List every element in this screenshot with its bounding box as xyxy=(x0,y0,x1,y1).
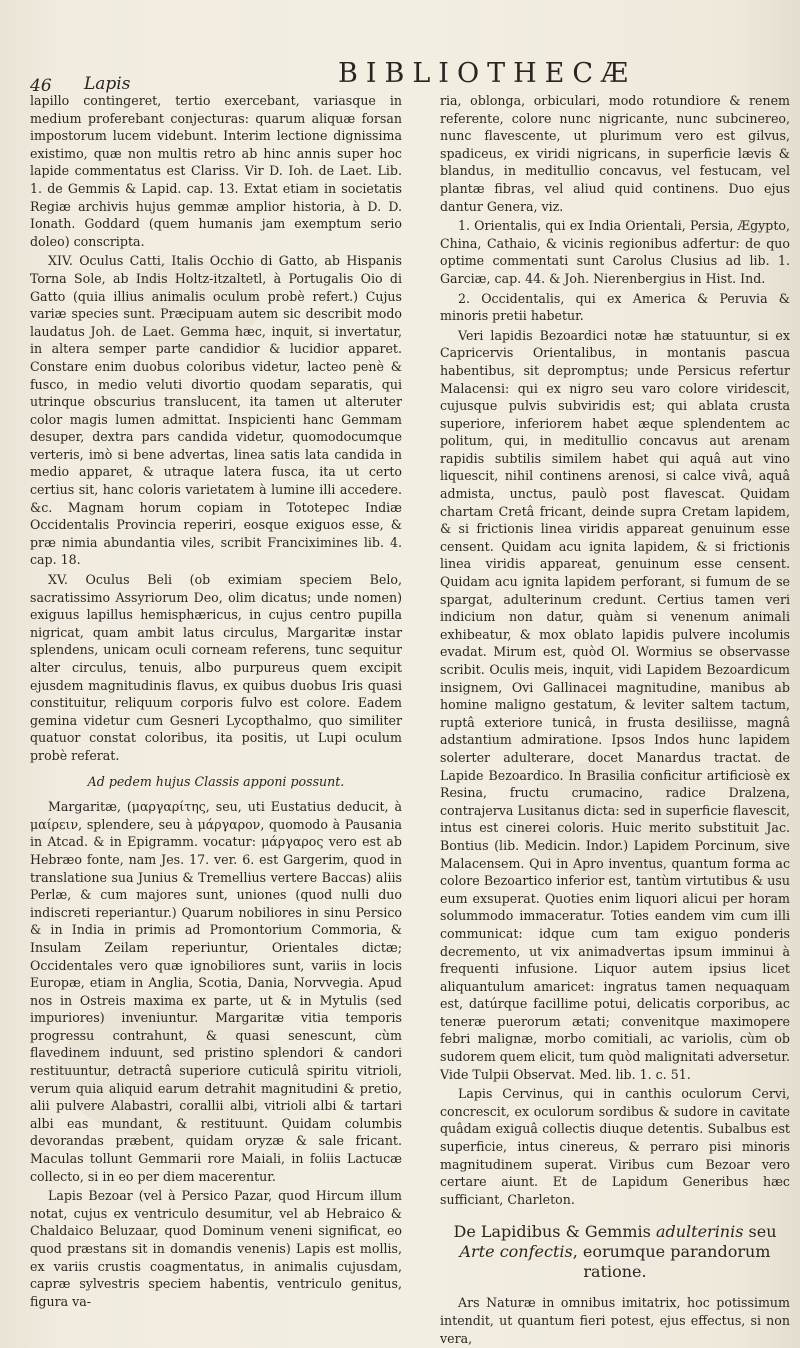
section-title-part: , eorumque parandorum ratione. xyxy=(572,1242,771,1282)
paragraph-lapis-bezoar: Lapis Bezoar (vel à Persico Pazar, quod Hircum illum notat, cujus ex ventriculo desumitur, vel ab Hebraico & Chaldaico Beluzaar, quod Dominum veneni significat, eo quod præstans sit in domandis venenis) Lapis est mollis, ex variis crustis coagmentatus, in animalis cujusdam, capræ sylvestris speciem habentis, ventriculo genitus, figura va- xyxy=(30,1188,402,1309)
section-title-part: seu xyxy=(743,1222,777,1242)
section-title-part: De Lapidibus & Gemmis xyxy=(453,1222,656,1242)
subheading: Ad pedem hujus Classis apponi possunt. xyxy=(87,773,345,789)
paragraph-margaritae: Margaritæ, (μαργαρίτης, seu, uti Eustatius deducit, à μαίρειν, splendere, seu à μάργαρον, quomodo à Pausania in Atcad. & in Epigramm. vocatur: μάργαρος vero est ab Hebræo fonte, nam Jes. 17. ver. 6. est Gargerim, quod in translatione sua Junius & Tremellius vertere Baccas) aliis Perlæ, & cum majores sunt, uniones (quod nulli duo indiscreti reperiantur.) Quarum nobiliores in sinu Persico & in India in primis ad Promontorium Commoria, & Insulam Zeilam reperiuntur, Orientales dictæ; Occidentales vero quæ ignobiliores sunt, variis in locis Europæ, etiam in Anglia, Scotia, Dania, Norvvegia. Apud nos in Ostreis maxima ex parte, ut & in Mytulis (sed impuriores) inveniuntur. Margaritæ vitia temporis progressu contrahunt, & quasi senescunt, cùm flavedinem induunt, sed pristino splendori & candori restituuntur, detractâ superiore cuticulâ spiritu vitrioli, verum quia aliquid earum detrahit magnitudini & pretio, alii pulvere Alabastri, corallii albi, vitrioli albi & tartari albi eas mundant, & restituunt. Quidam columbis devorandas præbent, quidam oryzæ & sale fricant. Maculas tollunt Gemmarii rore Maiali, in foliis Lactucæ collecto, si in eo per diem macerentur. xyxy=(30,799,402,1184)
section-title xyxy=(440,1222,790,1282)
paragraph-oculus-beli: XV. Oculus Beli (ob eximiam speciem Belo, sacratissimo Assyriorum Deo, olim dicatus; unde nomen) exiguus lapillus hemisphæricus, in cujus centro pupilla nigricat, quam ambit latus circulus, Margaritæ instar splendens, unicam oculi corneam referens, tunc sequitur alter circulus, tenuis, albo purpureus quem excipit ejusdem magnitudinis flavus, ex quibus duobus Iris quasi constituitur, reliquum corporis fulvo est colore. Eadem gemina videtur cum Gesneri Lycopthalmo, quo similiter quatuor constat coloribus, ita positis, ut Lupi oculum probè referat. xyxy=(30,572,402,763)
right-column xyxy=(440,92,790,1348)
page-number: 46 xyxy=(30,76,52,96)
paragraph-lapis-cervinus: Lapis Cervinus, qui in canthis oculorum Cervi, concrescit, ex oculorum sordibus & sudore in cavitate quâdam exiguâ collectis diuque detentis. Subalbus est superficie, intus cinereus, & perraro pisi minoris magnitudinem superat. Viribus cum Bezoar vero certare aiunt. Et de Lapidum Generibus hæc sufficiant, Charleton. xyxy=(440,1086,790,1207)
running-title: BIBLIOTHECÆ xyxy=(338,58,637,89)
section-title-part: Arte confectis xyxy=(459,1242,573,1262)
page-header xyxy=(30,58,770,94)
section-title-part: adulterinis xyxy=(655,1222,744,1242)
list-item: 2. Occidentalis, qui ex America & Peruvia & minoris pretii habetur. xyxy=(440,290,790,324)
paragraph-closing: Ars Naturæ in omnibus imitatrix, hoc potissimum intendit, ut quantum fieri potest, ejus effectus, si non vera, xyxy=(440,1295,790,1346)
paragraph-bezoar-notae: Veri lapidis Bezoardici notæ hæ statuuntur, si ex Capricervis Orientalibus, in montanis pascua habentibus, sit depromptus; unde Persicus refertur Malacensi: qui ex nigro seu varo colore viridescit, cujusque pulvis subviridis est; qui ablata crusta superiore, inferiorem habet æque splendentem ac politum, qui, in meditullio concavus aut arenam rapidis subtilis similem habet qui aquâ aut vino liquescit, nihil continens arenosi, si calce vivâ, aquâ admista, unctus, paulò post flavescat. Quidam chartam Cretâ fricant, deinde supra Cretam lapidem, & si frictionis linea viridis appareat genuinum esse censent. Quidam acu ignita lapidem, & si frictionis linea viridis appareat, genuinum esse censent. Quidam acu ignita lapidem perforant, si fumum de se spargat, adulterinum credunt. Certius tamen veri indicium non datur, quàm si venenum animali exhibeatur, & mox oblato lapidis pulvere incolumis evadat. Mirum est, quòd Ol. Wormius se observasse scribit. Oculis meis, inquit, vidi Lapidem Bezoardicum insignem, Ovi Gallinacei magnitudine, manibus ab homine maligno gestatum, & leviter saltem tactum, ruptâ exteriore tunicâ, in frusta desiliisse, magnâ adstantium admiratione. Ipsos Indos hunc lapidem solerter adulterare, docet Manardus tractat. de Lapide Bezoardico. In Brasilia conficitur artificiosè ex Resina, fructu crumacino, radice Dralzena, contrajerva Lusitanus dicta: sed in superficie flavescit, intus est cinerei coloris. Huic merito substituit Jac. Bontius (lib. Medicin. Indor.) Lapidem Porcinum, sive Malacensem. Qui in Apro inventus, quantum forma ac colore Bezoartico inferior est, tantùm virtutibus & usu eum exsuperat. Quoties enim liquori alicui per horam solummodo immaceratur. Toties eandem vim cum illi communicat: idque cum tam exiguo ponderis decremento, ut vix animadvertas ipsum imminui à frequenti infusione. Liquor autem ipsius licet aliquantulum amaricet: ingratus tamen nequaquam est, datúrque facillime potui, delicatis corporibus, ac teneræ puerorum ætati; convenitque maximopere febri malignæ, morbo comitiali, ac variolis, cùm ob sudorem quem elicit, tum quòd malignitati adversetur. Vide Tulpii Observat. Med. lib. 1. c. 51. xyxy=(440,327,790,1082)
left-column xyxy=(30,92,402,1312)
paragraph-oculus-catti: XIV. Oculus Catti, Italis Occhio di Gatto, ab Hispanis Torna Sole, ab Indis Holtz-itzaltetl, à Portugalis Oio di Gatto (quia illius animalis oculum probè refert.) Cujus variæ species sunt. Præcipuam autem sic describit modo laudatus Joh. de Laet. Gemma hæc, inquit, si invertatur, in altera semper parte candidior & lucidior apparet. Constare enim duobus coloribus videtur, lacteo penè & fusco, in medio veluti divortio quodam separatis, qui utrinque obscurius translucent, ita tamen ut alteruter color magis lumen admittat. Inspicienti hanc Gemmam desuper, dextra pars candida videtur, quomodocumque verteris, imò si bene advertas, linea satis lata candida in medio apparet, & utraque latera fusca, ita ut certo certius sit, hanc coloris varietatem à lumine illi accedere. &c. Magnam horum copiam in Tototepec Indiæ Occidentalis Provincia reperiri, eosque exiguos esse, & præ nimia abundantia viles, scribit Franciximines lib. 4. cap. 18. xyxy=(30,253,402,568)
paragraph: ria, oblonga, orbiculari, modo rotundiore & renem referente, colore nunc nigricante, nunc subcinereo, nunc flavescente, ut plurimum vero est gilvus, spadiceus, ex viridi nigricans, in superficie lævis & blandus, in meditullio concavus, vel festucam, vel plantæ fibras, vel aliud quid continens. Duo ejus dantur Genera, viz. xyxy=(440,93,790,214)
paragraph: lapillo contingeret, tertio exercebant, variasque in medium proferebant conjecturas: quarum aliquæ forsan impostorum lucem videbunt. Interim lectione dignissima existimo, quæ non multis retro ab hinc annis super hoc lapide commentatus est Clariss. Vir D. Ioh. de Laet. Lib. 1. de Gemmis & Lapid. cap. 13. Extat etiam in societatis Regiæ archivis hujus gemmæ amplior historia, à D. D. Ionath. Goddard (quem humanis jam exemptum serio doleo) conscripta. xyxy=(30,93,402,249)
list-item: 1. Orientalis, qui ex India Orientali, Persia, Ægypto, China, Cathaio, & vicinis regionibus adfertur: de quo optime commentati sunt Carolus Clusius ad lib. 1. Garciæ, cap. 44. & Joh. Nierenbergius in Hist. Ind. xyxy=(440,218,790,286)
running-head-left: Lapis xyxy=(84,74,131,94)
